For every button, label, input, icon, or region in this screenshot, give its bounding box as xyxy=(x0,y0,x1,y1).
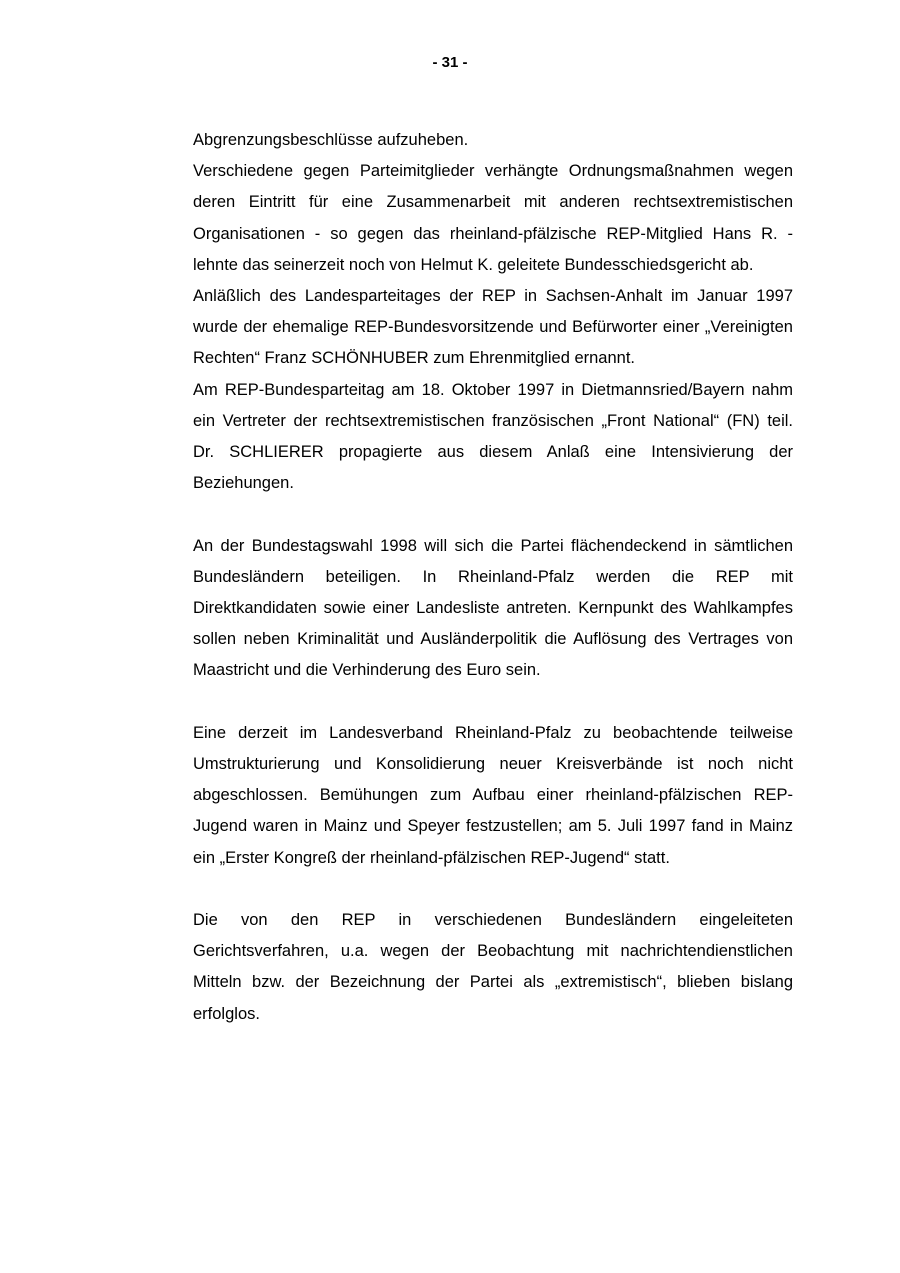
paragraph-continuation: Abgrenzungsbeschlüsse aufzuheben. xyxy=(193,131,469,149)
body-text xyxy=(193,125,793,1030)
paragraph-spacer xyxy=(193,687,793,718)
paragraph-disciplinary-measures: Verschiedene gegen Parteimitglieder verhängte Ordnungsmaßnahmen wegen deren Eintritt für eine Zusammenarbeit mit anderen rechtsextremistischen Organisationen - so gegen das rheinland-pfälzische REP-Mitglied Hans R. - lehnte das seinerzeit noch von Helmut K. geleitete Bundesschiedsgericht ab. xyxy=(193,162,793,274)
paragraph-state-association: Eine derzeit im Landesverband Rheinland-Pfalz zu beobachtende teilweise Umstrukturierung und Konsolidierung neuer Kreisverbände ist noch nicht abgeschlossen. Bemühungen zum Aufbau einer rheinland-pfälzischen REP-Jugend waren in Mainz und Speyer festzustellen; am 5. Juli 1997 fand in Mainz ein „Erster Kongreß der rheinland-pfälzischen REP-Jugend“ statt. xyxy=(193,723,793,867)
paragraph-federal-election: An der Bundestagswahl 1998 will sich die Partei flächendeckend in sämtlichen Bundesländern beteiligen. In Rheinland-Pfalz werden die REP mit Direktkandidaten sowie einer Landesliste antreten. Kernpunkt des Wahlkampfes sollen neben Kriminalität und Ausländerpolitik die Auflösung des Vertrages von Maastricht und die Verhinderung des Euro sein. xyxy=(193,536,793,680)
paragraph-federal-party-conference: Am REP-Bundesparteitag am 18. Oktober 1997 in Dietmannsried/Bayern nahm ein Vertreter der rechtsextremistischen französischen „Front National“ (FN) teil. Dr. SCHLIERER propagierte aus diesem Anlaß eine Intensivierung der Beziehungen. xyxy=(193,380,793,493)
page-number: - 31 - xyxy=(432,54,468,71)
paragraph-spacer xyxy=(193,874,793,905)
paragraph-party-conference-saxony-anhalt: Anläßlich des Landesparteitages der REP in Sachsen-Anhalt im Januar 1997 wurde der ehemalige REP-Bundesvorsitzende und Befürworter einer „Vereinigten Rechten“ Franz SCHÖNHUBER zum Ehrenmitglied ernannt. xyxy=(193,287,793,368)
paragraph-spacer xyxy=(193,499,793,530)
paragraph-court-proceedings: Die von den REP in verschiedenen Bundesländern eingeleiteten Gerichtsverfahren, u.a. wegen der Beobachtung mit nachrichtendienstlichen Mitteln bzw. der Bezeichnung der Partei als „extremistisch“, blieben bislang erfolglos. xyxy=(193,911,793,1023)
